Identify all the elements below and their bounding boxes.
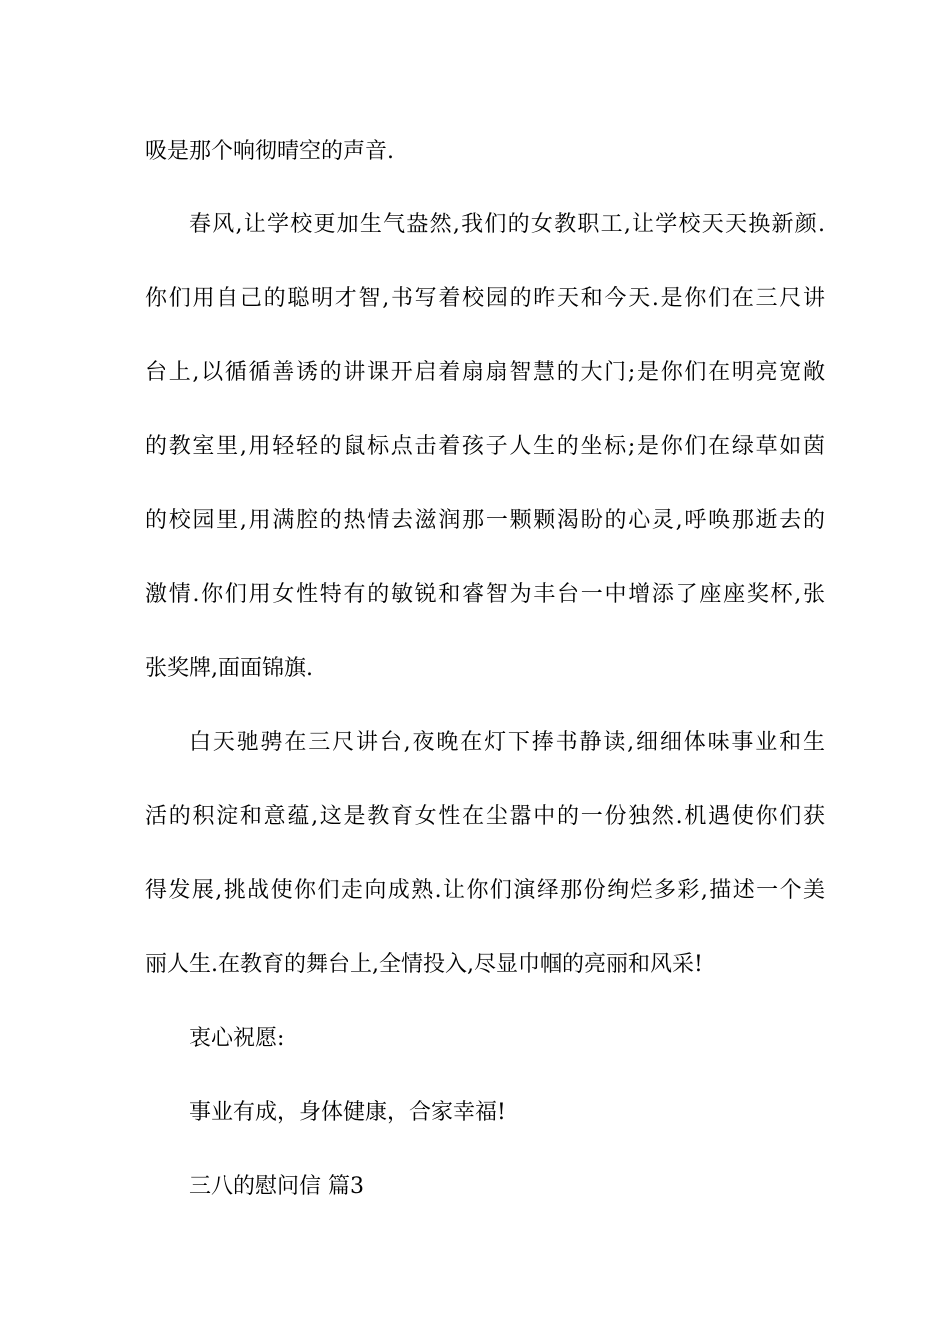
text-line: 台上,以循循善诱的讲课开启着扇扇智慧的大门;是你们在明亮宽敞: [145, 360, 825, 385]
greeting-heading: 衷心祝愿:: [189, 1026, 285, 1051]
text-line: 张奖牌,面面锦旗.: [145, 656, 313, 681]
text-line: 活的积淀和意蕴,这是教育女性在尘嚣中的一份独然.机遇使你们获: [145, 804, 825, 829]
text-line: 的校园里,用满腔的热情去滋润那一颗颗渴盼的心灵,呼唤那逝去的: [145, 508, 825, 533]
paragraph-start: 春风,让学校更加生气盎然,我们的女教职工,让学校天天换新颜.: [189, 212, 825, 237]
wishes-line: 事业有成，身体健康，合家幸福!: [189, 1100, 506, 1125]
paragraph-start: 白天驰骋在三尺讲台,夜晚在灯下捧书静读,细细体味事业和生: [189, 730, 825, 755]
text-line: 激情.你们用女性特有的敏锐和睿智为丰台一中增添了座座奖杯,张: [145, 582, 825, 607]
text-line: 吸是那个响彻晴空的声音.: [145, 139, 394, 164]
text-line: 你们用自己的聪明才智,书写着校园的昨天和今天.是你们在三尺讲: [145, 286, 825, 311]
text-line: 得发展,挑战使你们走向成熟.让你们演绎那份绚烂多彩,描述一个美: [145, 878, 825, 903]
text-line: 丽人生.在教育的舞台上,全情投入,尽显巾帼的亮丽和风采!: [145, 952, 703, 977]
section-title: 三八的慰问信 篇3: [189, 1174, 364, 1199]
text-line: 的教室里,用轻轻的鼠标点击着孩子人生的坐标;是你们在绿草如茵: [145, 434, 825, 459]
